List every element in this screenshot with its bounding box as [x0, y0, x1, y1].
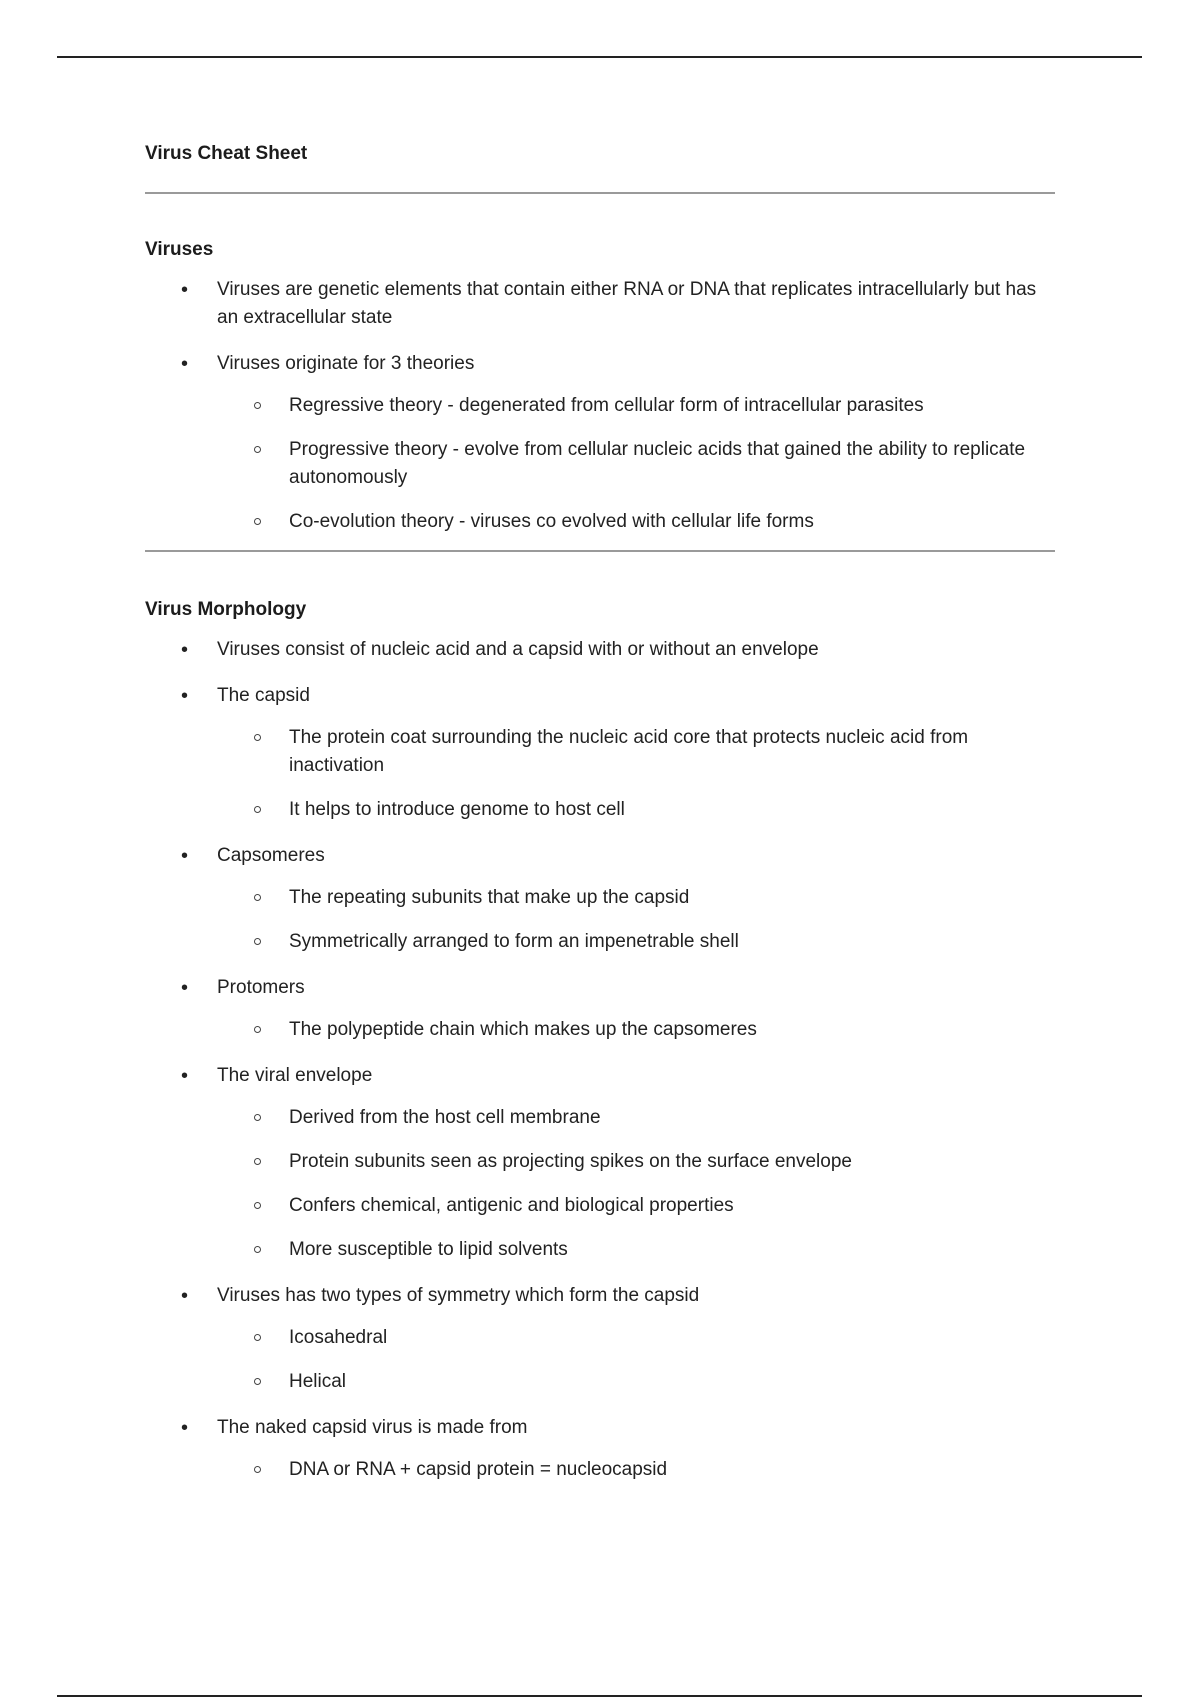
sub-list-item [217, 1148, 1055, 1176]
circle-bullet-icon [254, 1246, 261, 1253]
section-heading: Virus Morphology [145, 599, 307, 620]
sub-list-item [217, 796, 1055, 824]
sub-list-item [217, 1324, 1055, 1352]
list-item [145, 682, 1055, 824]
sub-list-item-text: Protein subunits seen as projecting spikes on the surface envelope [289, 1151, 852, 1172]
sub-bullet-list [217, 1456, 1055, 1484]
bullet-icon: • [181, 639, 189, 661]
section-divider [145, 550, 1055, 552]
bullet-icon: • [181, 1065, 189, 1087]
list-item-text: Viruses consist of nucleic acid and a capsid with or without an envelope [217, 639, 819, 660]
list-item [145, 1282, 1055, 1396]
circle-bullet-icon [254, 1114, 261, 1121]
bullet-icon: • [181, 1285, 189, 1307]
sub-list-item [217, 724, 1055, 780]
list-item [145, 1414, 1055, 1484]
sub-list-item-text: The protein coat surrounding the nucleic acid core that protects nucleic acid from inactivation [289, 727, 969, 776]
list-item-text: Viruses has two types of symmetry which form the capsid [217, 1285, 700, 1306]
page-top-rule [57, 56, 1142, 58]
section-viruses [145, 238, 1055, 536]
list-item [145, 974, 1055, 1044]
sub-list-item [217, 1236, 1055, 1264]
bullet-icon: • [181, 685, 189, 707]
list-item-text: The capsid [217, 685, 310, 706]
circle-bullet-icon [254, 734, 261, 741]
list-item [145, 636, 1055, 664]
sub-bullet-list [217, 1016, 1055, 1044]
circle-bullet-icon [254, 402, 261, 409]
section-heading: Viruses [145, 239, 214, 260]
sub-list-item [217, 508, 1055, 536]
sub-list-item [217, 1104, 1055, 1132]
sub-list-item-text: Symmetrically arranged to form an impenetrable shell [289, 931, 739, 952]
sub-list-item [217, 1192, 1055, 1220]
list-item-text: The naked capsid virus is made from [217, 1417, 528, 1438]
list-item [145, 276, 1055, 332]
list-item-text: The viral envelope [217, 1065, 373, 1086]
sub-list-item-text: Helical [289, 1371, 347, 1392]
bullet-icon: • [181, 977, 189, 999]
sub-list-item-text: The repeating subunits that make up the capsid [289, 887, 690, 908]
sub-list-item-text: Confers chemical, antigenic and biological properties [289, 1195, 734, 1216]
list-item-text: Protomers [217, 977, 305, 998]
sub-list-item-text: Co-evolution theory - viruses co evolved with cellular life forms [289, 511, 814, 532]
sub-list-item [217, 1368, 1055, 1396]
list-item-text: Viruses are genetic elements that contain either RNA or DNA that replicates intracellularly but has an extracellular state [217, 279, 1037, 328]
sub-list-item-text: It helps to introduce genome to host cell [289, 799, 625, 820]
sub-bullet-list [217, 884, 1055, 956]
circle-bullet-icon [254, 894, 261, 901]
circle-bullet-icon [254, 1466, 261, 1473]
circle-bullet-icon [254, 518, 261, 525]
list-item [145, 1062, 1055, 1264]
sub-list-item-text: Regressive theory - degenerated from cellular form of intracellular parasites [289, 395, 924, 416]
document-body [145, 142, 1055, 1484]
circle-bullet-icon [254, 1026, 261, 1033]
sub-list-item-text: The polypeptide chain which makes up the capsomeres [289, 1019, 757, 1040]
page-bottom-rule [57, 1695, 1142, 1697]
list-item-text: Viruses originate for 3 theories [217, 353, 475, 374]
sub-list-item-text: Derived from the host cell membrane [289, 1107, 601, 1128]
circle-bullet-icon [254, 446, 261, 453]
sub-bullet-list [217, 1104, 1055, 1264]
document-title: Virus Cheat Sheet [145, 143, 308, 164]
list-item-text: Capsomeres [217, 845, 325, 866]
bullet-list [145, 636, 1055, 1484]
circle-bullet-icon [254, 1158, 261, 1165]
sub-list-item [217, 436, 1055, 492]
sub-bullet-list [217, 724, 1055, 824]
sub-list-item [217, 1456, 1055, 1484]
section-divider [145, 192, 1055, 194]
bullet-icon: • [181, 353, 189, 375]
sub-list-item [217, 928, 1055, 956]
circle-bullet-icon [254, 1334, 261, 1341]
sub-list-item-text: Progressive theory - evolve from cellular nucleic acids that gained the ability to replicate autonomously [289, 439, 1026, 488]
bullet-icon: • [181, 279, 189, 301]
bullet-icon: • [181, 845, 189, 867]
list-item [145, 842, 1055, 956]
sub-list-item [217, 392, 1055, 420]
circle-bullet-icon [254, 1378, 261, 1385]
sub-list-item [217, 884, 1055, 912]
sub-bullet-list [217, 1324, 1055, 1396]
sub-list-item [217, 1016, 1055, 1044]
list-item [145, 350, 1055, 536]
sub-list-item-text: DNA or RNA + capsid protein = nucleocapsid [289, 1459, 668, 1480]
circle-bullet-icon [254, 806, 261, 813]
sub-bullet-list [217, 392, 1055, 536]
circle-bullet-icon [254, 938, 261, 945]
sub-list-item-text: Icosahedral [289, 1327, 388, 1348]
bullet-list [145, 276, 1055, 536]
circle-bullet-icon [254, 1202, 261, 1209]
bullet-icon: • [181, 1417, 189, 1439]
section-virus-morphology [145, 598, 1055, 1484]
sub-list-item-text: More susceptible to lipid solvents [289, 1239, 568, 1260]
